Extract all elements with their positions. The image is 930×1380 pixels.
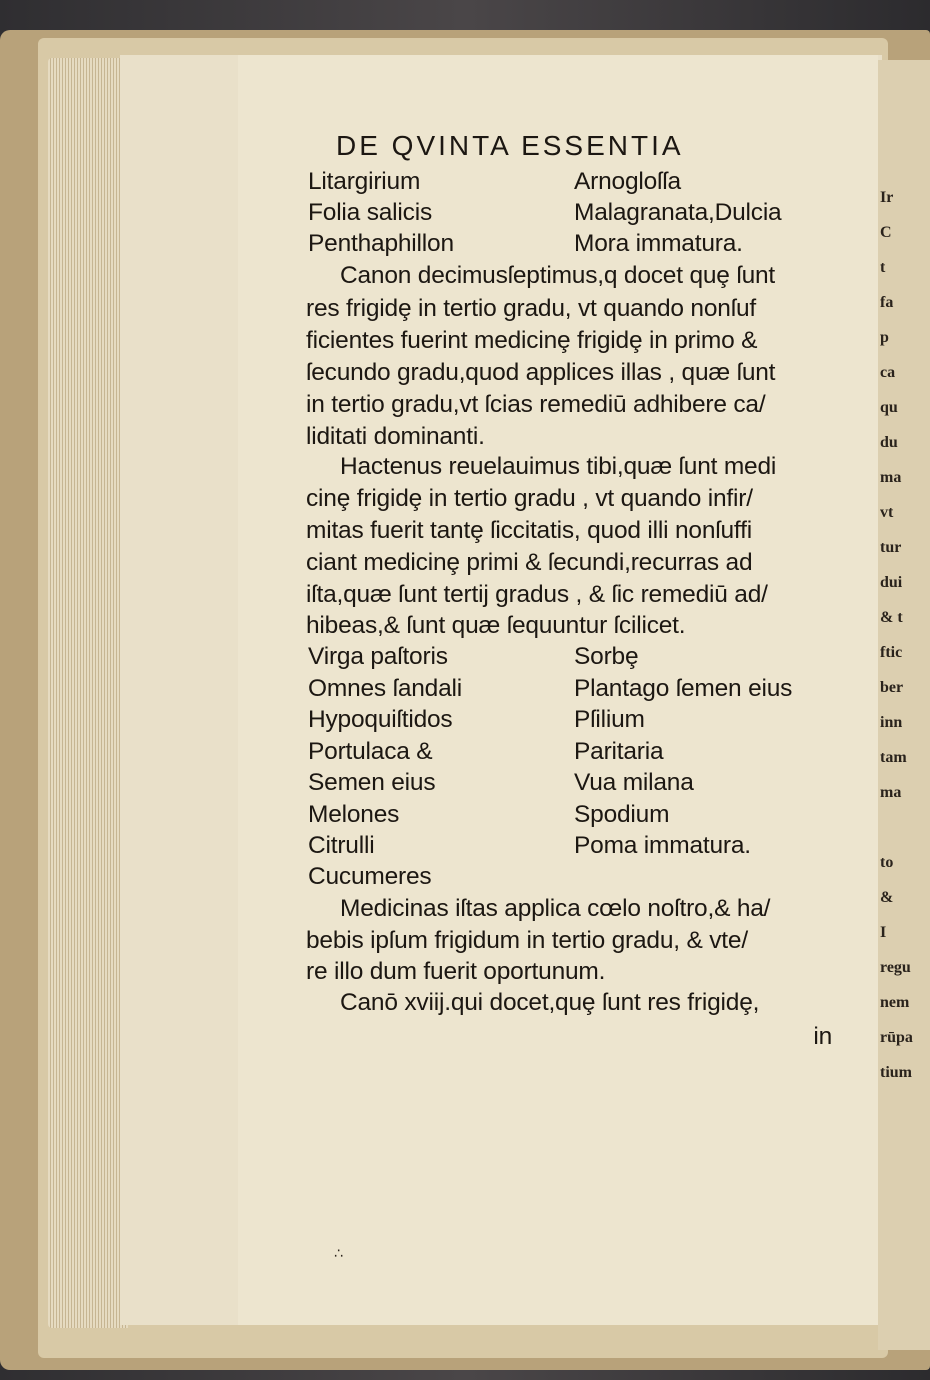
text-line: ciant medicinȩ primi & ſecundi,recurras ad <box>306 549 753 576</box>
text-line: re illo dum fuerit oportunum. <box>306 958 606 985</box>
fragment-text: to <box>880 854 894 871</box>
text-line: Canō xviij.qui docet,quȩ ſunt res frigidȩ, <box>340 989 760 1016</box>
page-edges <box>48 58 128 1328</box>
text-line: bebis ipſum frigidum in tertio gradu, & vte/ <box>306 927 748 954</box>
fragment-text: qu <box>880 399 898 416</box>
fragment-text: C <box>880 224 892 241</box>
list-item: Melones <box>308 801 400 828</box>
list-item: Penthaphillon <box>308 230 454 257</box>
fragment-text: tur <box>880 539 902 556</box>
list-item: Hypoquiſtidos <box>308 706 453 733</box>
catchword: in <box>813 1023 832 1050</box>
text-line: res frigidȩ in tertio gradu, vt quando nonſuf <box>306 295 756 322</box>
fragment-text: p <box>880 329 889 346</box>
text-line: mitas fuerit tantȩ ſiccitatis, quod illi nonſuffi <box>306 517 752 544</box>
fragment-text: Ir <box>880 189 894 206</box>
fragment-text: du <box>880 434 898 451</box>
list-item: Semen eius <box>308 769 436 796</box>
list-item: Portulaca & <box>308 738 433 765</box>
fragment-text: & <box>880 889 894 906</box>
fragment-text: regu <box>880 959 911 976</box>
text-line: Medicinas iſtas applica cœlo noſtro,& ha/ <box>340 895 771 922</box>
list-item: Mora immatura. <box>574 230 743 257</box>
fragment-text: ber <box>880 679 904 696</box>
fragment-text: tium <box>880 1064 912 1081</box>
list-item: Sorbȩ <box>574 643 639 670</box>
fragment-text: rūpa <box>880 1029 913 1046</box>
fragment-text: dui <box>880 574 903 591</box>
list-item: Pſilium <box>574 706 645 733</box>
list-item: Plantago ſemen eius <box>574 675 793 702</box>
text-line: in tertio gradu,vt ſcias remediū adhibere ca/ <box>306 391 766 418</box>
fragment-text: I <box>880 924 887 941</box>
running-title: DE QVINTA ESSENTIA <box>336 130 684 161</box>
list-item: Paritaria <box>574 738 664 765</box>
text-line: Canon decimusſeptimus,q docet quȩ ſunt <box>340 262 776 289</box>
text-line: hibeas,& ſunt quæ ſequuntur ſcilicet. <box>306 612 686 639</box>
list-item: Arnogloſſa <box>574 168 681 195</box>
fragment-text: nem <box>880 994 910 1011</box>
text-line: ficientes fuerint medicinȩ frigidȩ in primo & <box>306 327 758 354</box>
text-line: cinȩ frigidȩ in tertio gradu , vt quando infir/ <box>306 485 753 512</box>
list-item: Cucumeres <box>308 863 432 890</box>
right-page-fragments <box>880 180 930 1090</box>
fragment-text: & t <box>880 609 903 626</box>
list-item: Litargirium <box>308 168 421 195</box>
list-item: Virga paſtoris <box>308 643 448 670</box>
text-line: liditati dominanti. <box>306 423 485 450</box>
list-item: Spodium <box>574 801 670 828</box>
fragment-text <box>880 810 930 845</box>
fragment-text: fa <box>880 294 894 311</box>
ink-specks: ∴ <box>334 1246 343 1262</box>
list-item: Omnes ſandali <box>308 675 463 702</box>
fragment-text: tam <box>880 749 907 766</box>
text-line: ſecundo gradu,quod applices illas , quæ ſunt <box>306 359 776 386</box>
text-line: Hactenus reuelauimus tibi,quæ ſunt medi <box>340 453 777 480</box>
fragment-text: ftic <box>880 644 903 661</box>
list-item: Citrulli <box>308 832 375 859</box>
text-line: iſta,quæ ſunt tertij gradus , & ſic remediū ad/ <box>306 581 768 608</box>
list-item: Folia salicis <box>308 199 433 226</box>
list-item: Poma immatura. <box>574 832 751 859</box>
fragment-text: ma <box>880 469 902 486</box>
fragment-text: inn <box>880 714 903 731</box>
list-item: Malagranata,Dulcia <box>574 199 782 226</box>
fragment-text: vt <box>880 504 894 521</box>
fragment-text: ca <box>880 364 896 381</box>
fragment-text: t <box>880 259 886 276</box>
list-item: Vua milana <box>574 769 694 796</box>
fragment-text: ma <box>880 784 902 801</box>
